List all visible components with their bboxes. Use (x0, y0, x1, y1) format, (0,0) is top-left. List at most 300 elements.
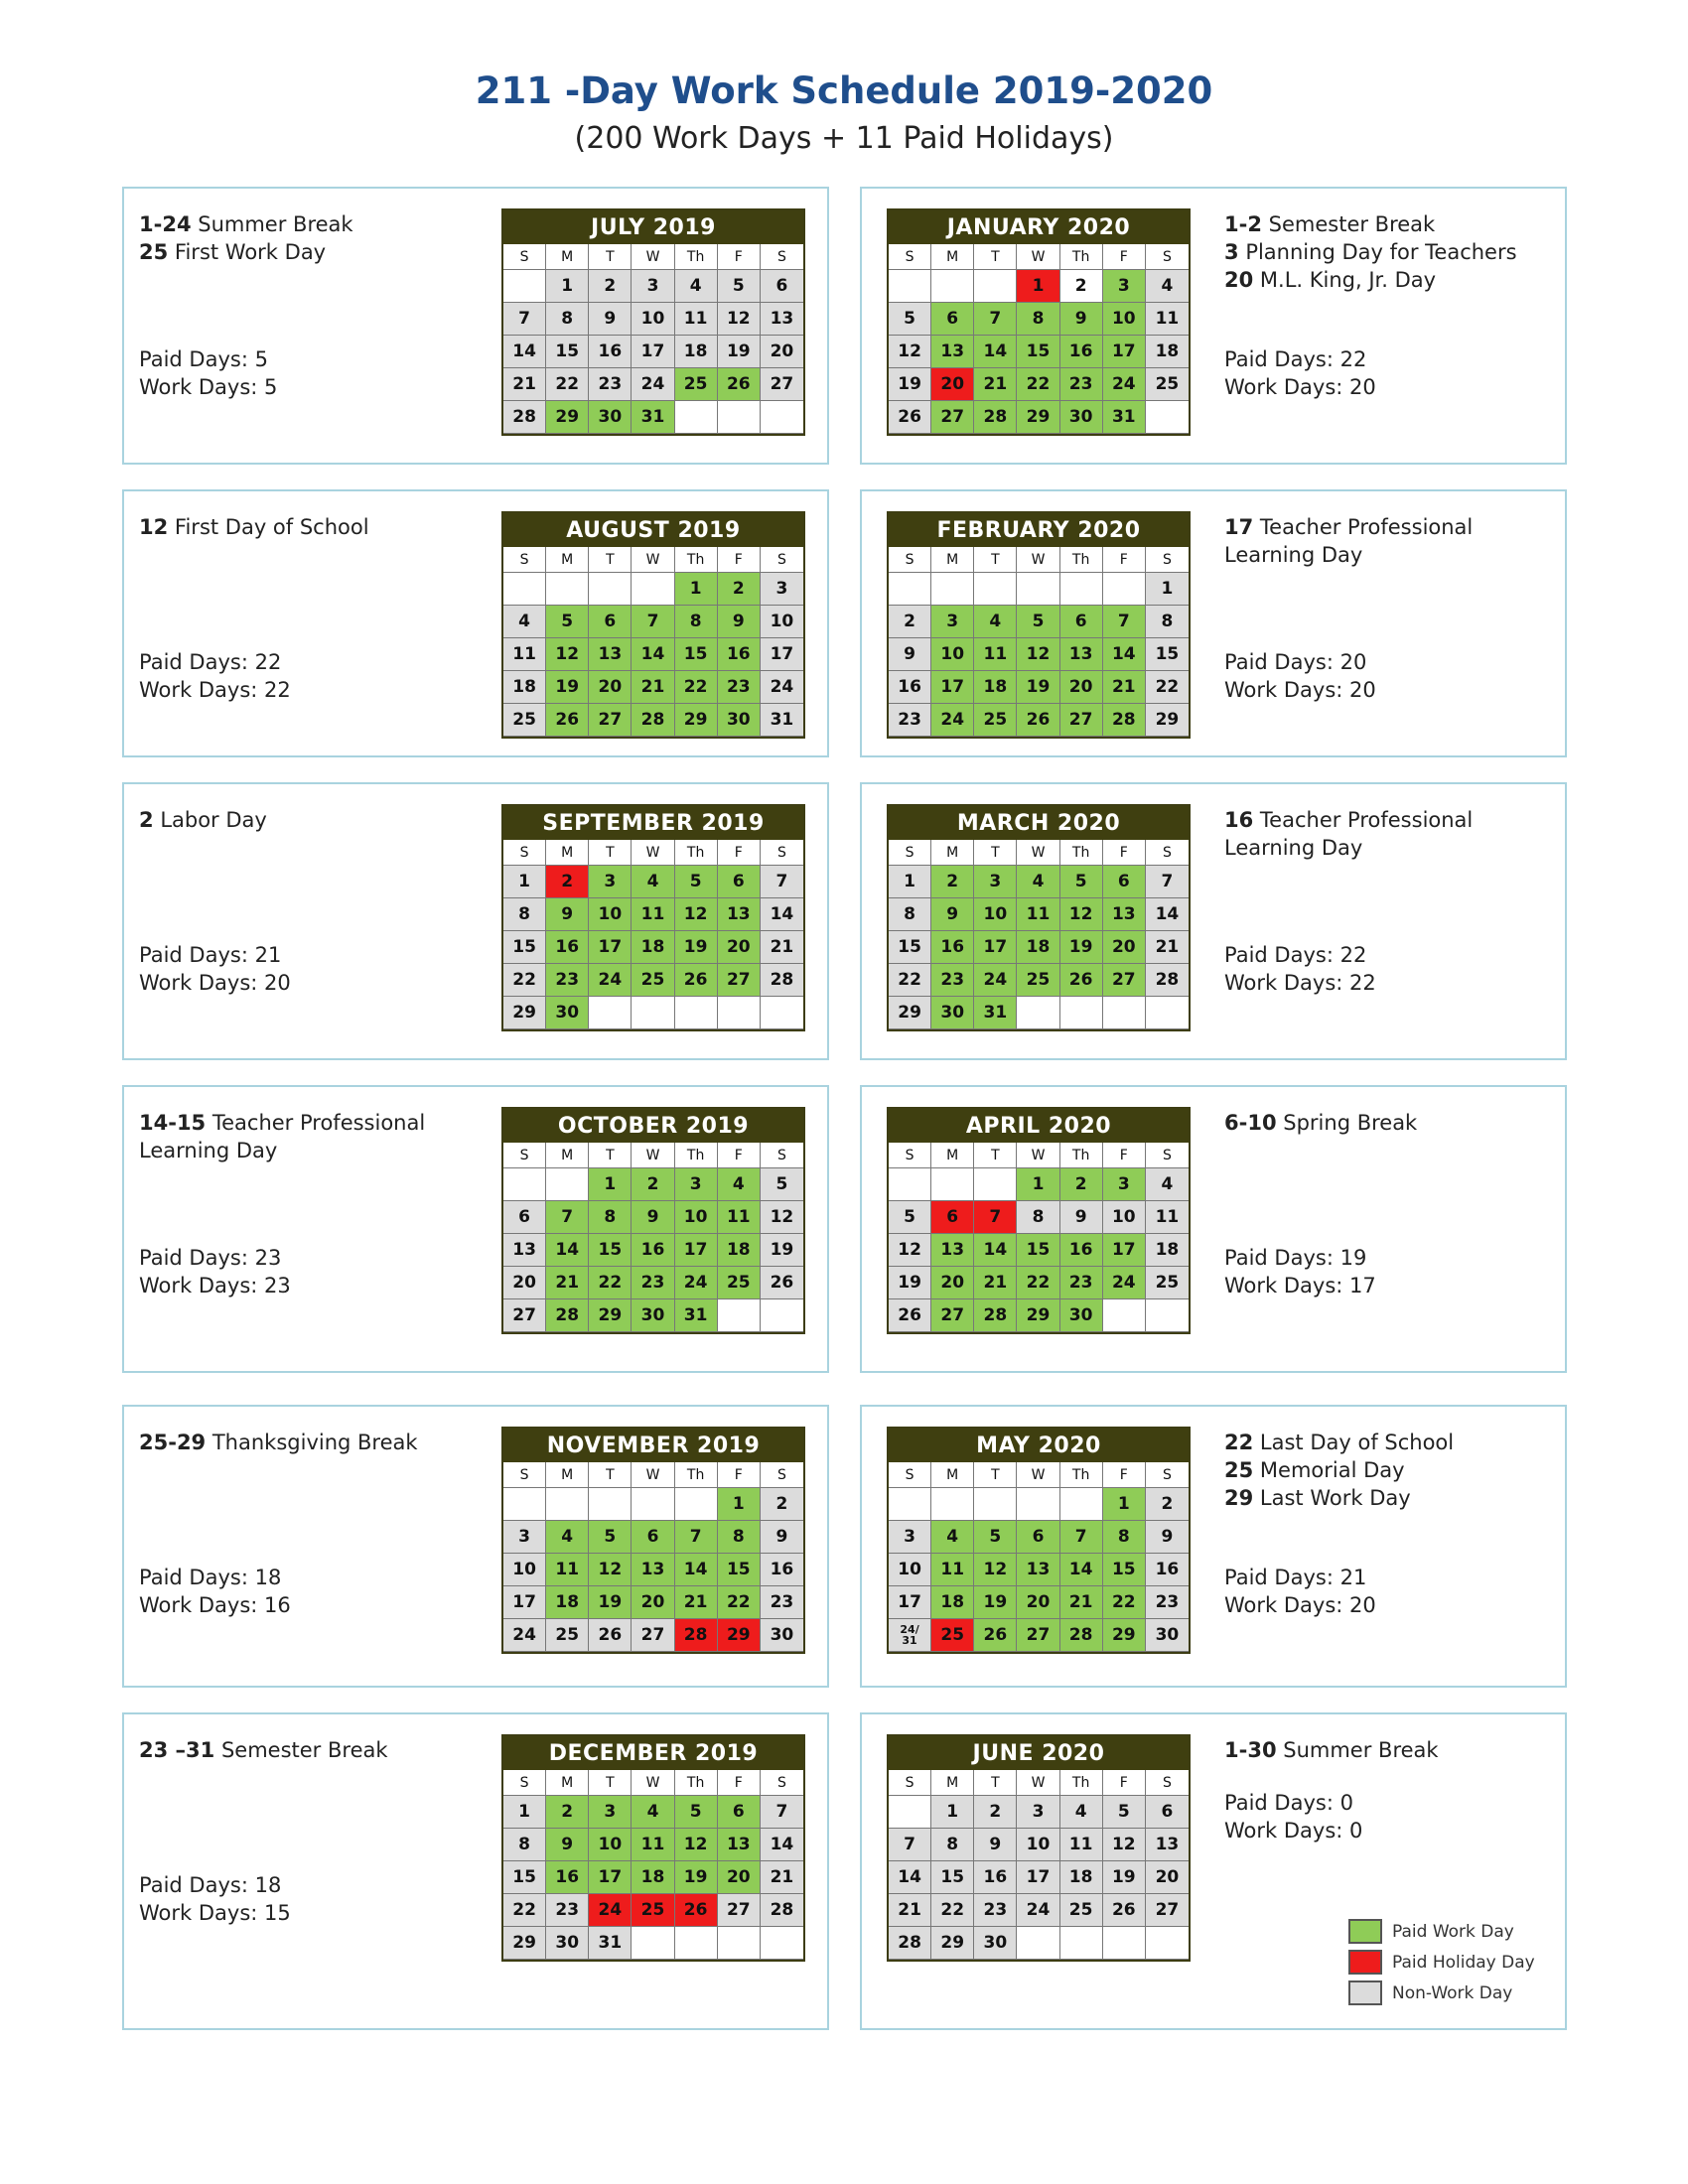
day-cell: 4 (931, 1521, 974, 1554)
empty-cell (632, 1927, 674, 1960)
day-cell: 13 (1103, 898, 1146, 931)
note-date: 16 (1224, 808, 1254, 832)
weekday-header: M (546, 547, 589, 573)
month-calendar (887, 208, 1191, 436)
weekday-header: T (589, 244, 632, 270)
day-cell: 2 (1060, 1168, 1103, 1201)
day-cell: 24/ 31 (889, 1619, 931, 1652)
day-cell: 4 (1146, 1168, 1189, 1201)
day-counts (139, 1244, 291, 1299)
day-cell: 12 (889, 1234, 931, 1267)
empty-cell (889, 573, 931, 606)
day-cell: 14 (1060, 1554, 1103, 1586)
month-panel (860, 782, 1567, 1060)
weekday-header: T (974, 1462, 1017, 1488)
day-cell: 5 (761, 1168, 803, 1201)
empty-cell (632, 1488, 674, 1521)
day-cell: 16 (589, 336, 632, 368)
weekday-header: S (761, 1143, 803, 1168)
month-panel (122, 489, 829, 757)
day-cell: 28 (761, 964, 803, 997)
note-line (1224, 1429, 1552, 1456)
weekday-header: S (1146, 1770, 1189, 1796)
day-cell: 18 (1060, 1861, 1103, 1894)
day-cell: 30 (761, 1619, 803, 1652)
day-cell: 22 (546, 368, 589, 401)
month-notes (139, 806, 467, 834)
day-counts (1224, 1244, 1376, 1299)
day-cell: 7 (974, 1201, 1017, 1234)
day-cell: 29 (546, 401, 589, 434)
legend (1348, 1916, 1535, 2008)
day-cell: 6 (589, 606, 632, 638)
day-cell: 22 (675, 671, 718, 704)
weekday-header: S (889, 1462, 931, 1488)
note-line (1224, 266, 1552, 294)
day-cell: 11 (1060, 1829, 1103, 1861)
month-calendar (887, 804, 1191, 1031)
empty-cell (1017, 997, 1059, 1029)
day-cell: 9 (974, 1829, 1017, 1861)
day-cell: 22 (718, 1586, 761, 1619)
empty-cell (974, 270, 1017, 303)
month-calendar (887, 1734, 1191, 1962)
day-cell: 10 (503, 1554, 546, 1586)
weekday-header: Th (675, 1462, 718, 1488)
empty-cell (761, 1299, 803, 1332)
month-title: SEPTEMBER 2019 (503, 806, 803, 840)
day-cell: 21 (503, 368, 546, 401)
day-cell: 16 (1060, 1234, 1103, 1267)
day-cell: 3 (761, 573, 803, 606)
day-cell: 25 (974, 704, 1017, 737)
day-cell: 6 (1146, 1796, 1189, 1829)
day-counts (1224, 1789, 1362, 1844)
day-cell: 17 (974, 931, 1017, 964)
weekday-header: F (1103, 1770, 1146, 1796)
weekday-header: W (632, 840, 674, 866)
day-cell: 2 (546, 866, 589, 898)
day-cell: 7 (761, 866, 803, 898)
weekday-header: M (931, 1143, 974, 1168)
weekday-header: S (761, 1770, 803, 1796)
weekday-header: W (1017, 1143, 1059, 1168)
empty-cell (1146, 1927, 1189, 1960)
day-cell: 30 (632, 1299, 674, 1332)
day-cell: 11 (974, 638, 1017, 671)
day-cell: 26 (718, 368, 761, 401)
day-cell: 1 (1017, 270, 1059, 303)
day-cell: 25 (1017, 964, 1059, 997)
day-cell: 14 (974, 336, 1017, 368)
day-cell: 24 (589, 964, 632, 997)
day-cell: 11 (503, 638, 546, 671)
weekday-header: M (546, 840, 589, 866)
month-notes (139, 210, 467, 266)
day-cell: 8 (1017, 1201, 1059, 1234)
empty-cell (589, 1488, 632, 1521)
note-text: Last Day of School (1259, 1431, 1455, 1454)
day-cell: 25 (931, 1619, 974, 1652)
note-line (1224, 1456, 1552, 1484)
day-cell: 15 (546, 336, 589, 368)
day-cell: 18 (974, 671, 1017, 704)
weekday-header: Th (1060, 1462, 1103, 1488)
weekday-header: S (889, 244, 931, 270)
day-cell: 20 (761, 336, 803, 368)
day-cell: 19 (1060, 931, 1103, 964)
day-cell: 16 (718, 638, 761, 671)
note-date: 2 (139, 808, 154, 832)
day-cell: 16 (974, 1861, 1017, 1894)
empty-cell (632, 997, 674, 1029)
day-cell: 29 (503, 1927, 546, 1960)
day-cell: 12 (761, 1201, 803, 1234)
day-cell: 21 (675, 1586, 718, 1619)
day-cell: 9 (1060, 303, 1103, 336)
day-cell: 17 (761, 638, 803, 671)
day-cell: 24 (1017, 1894, 1059, 1927)
weekday-header: S (503, 244, 546, 270)
day-cell: 8 (546, 303, 589, 336)
empty-cell (503, 1488, 546, 1521)
day-cell: 21 (1103, 671, 1146, 704)
weekday-header: W (632, 547, 674, 573)
day-cell: 31 (632, 401, 674, 434)
day-cell: 5 (889, 303, 931, 336)
day-cell: 27 (1017, 1619, 1059, 1652)
day-cell: 3 (503, 1521, 546, 1554)
day-cell: 31 (675, 1299, 718, 1332)
note-text: Teacher Professional Learning Day (1224, 808, 1474, 860)
legend-swatch-red (1348, 1950, 1382, 1975)
day-cell: 8 (718, 1521, 761, 1554)
day-cell: 4 (546, 1521, 589, 1554)
note-line (1224, 1109, 1552, 1137)
day-cell: 16 (546, 931, 589, 964)
day-cell: 27 (632, 1619, 674, 1652)
empty-cell (675, 401, 718, 434)
empty-cell (718, 401, 761, 434)
weekday-header: M (931, 840, 974, 866)
note-line (1224, 1484, 1552, 1512)
day-cell: 30 (546, 997, 589, 1029)
day-cell: 24 (675, 1267, 718, 1299)
day-cell: 9 (589, 303, 632, 336)
day-counts (139, 1871, 291, 1927)
note-line (1224, 210, 1552, 238)
note-date: 25 (139, 240, 169, 264)
day-cell: 12 (1060, 898, 1103, 931)
day-cell: 30 (974, 1927, 1017, 1960)
day-cell: 24 (974, 964, 1017, 997)
day-cell: 28 (1146, 964, 1189, 997)
day-cell: 13 (931, 336, 974, 368)
weekday-header: T (589, 1143, 632, 1168)
day-cell: 21 (546, 1267, 589, 1299)
month-panel (860, 1085, 1567, 1373)
note-text: Labor Day (160, 808, 267, 832)
note-date: 1-24 (139, 212, 192, 236)
day-cell: 22 (931, 1894, 974, 1927)
weekday-header: Th (675, 244, 718, 270)
day-cell: 7 (1146, 866, 1189, 898)
empty-cell (1060, 997, 1103, 1029)
day-cell: 29 (718, 1619, 761, 1652)
work-days-count: Work Days: 20 (1224, 375, 1376, 399)
day-cell: 30 (1146, 1619, 1189, 1652)
month-notes (139, 513, 467, 541)
paid-days-count: Paid Days: 5 (139, 347, 268, 371)
day-cell: 20 (931, 1267, 974, 1299)
weekday-header: F (718, 244, 761, 270)
day-cell: 9 (546, 1829, 589, 1861)
day-cell: 19 (675, 931, 718, 964)
month-title: FEBRUARY 2020 (889, 513, 1189, 547)
weekday-header: S (1146, 1143, 1189, 1168)
day-cell: 10 (1017, 1829, 1059, 1861)
day-cell: 30 (1060, 1299, 1103, 1332)
day-cell: 14 (503, 336, 546, 368)
weekday-header: W (1017, 840, 1059, 866)
day-cell: 15 (503, 1861, 546, 1894)
day-cell: 23 (632, 1267, 674, 1299)
day-cell: 20 (1103, 931, 1146, 964)
day-cell: 28 (632, 704, 674, 737)
empty-cell (1017, 1927, 1059, 1960)
paid-days-count: Paid Days: 20 (1224, 650, 1367, 674)
note-line (139, 513, 467, 541)
empty-cell (761, 401, 803, 434)
day-cell: 8 (589, 1201, 632, 1234)
month-panel (860, 187, 1567, 465)
weekday-header: S (761, 840, 803, 866)
day-cell: 29 (1103, 1619, 1146, 1652)
month-calendar (501, 1107, 805, 1334)
day-cell: 20 (931, 368, 974, 401)
day-counts (139, 1564, 291, 1619)
day-cell: 3 (1017, 1796, 1059, 1829)
note-date: 17 (1224, 515, 1254, 539)
day-cell: 7 (761, 1796, 803, 1829)
day-cell: 19 (761, 1234, 803, 1267)
day-cell: 3 (1103, 270, 1146, 303)
day-cell: 2 (761, 1488, 803, 1521)
empty-cell (1017, 1488, 1059, 1521)
day-cell: 14 (675, 1554, 718, 1586)
note-text: First Day of School (174, 515, 369, 539)
day-cell: 23 (889, 704, 931, 737)
day-cell: 22 (503, 1894, 546, 1927)
legend-swatch-gray (1348, 1980, 1382, 2005)
empty-cell (1103, 997, 1146, 1029)
day-cell: 21 (1146, 931, 1189, 964)
day-cell: 28 (974, 401, 1017, 434)
weekday-header: F (718, 840, 761, 866)
weekday-header: W (632, 244, 674, 270)
month-notes (1224, 513, 1552, 569)
empty-cell (1146, 1299, 1189, 1332)
empty-cell (889, 1796, 931, 1829)
day-cell: 26 (675, 1894, 718, 1927)
day-cell: 23 (931, 964, 974, 997)
paid-days-count: Paid Days: 21 (139, 943, 282, 967)
weekday-header: F (1103, 840, 1146, 866)
day-cell: 1 (889, 866, 931, 898)
empty-cell (718, 1299, 761, 1332)
day-cell: 7 (632, 606, 674, 638)
note-date: 22 (1224, 1431, 1254, 1454)
weekday-header: F (1103, 1143, 1146, 1168)
weekday-header: T (974, 244, 1017, 270)
weekday-header: S (1146, 547, 1189, 573)
weekday-header: S (889, 1770, 931, 1796)
weekday-header: Th (1060, 244, 1103, 270)
month-panel (122, 782, 829, 1060)
day-cell: 19 (1017, 671, 1059, 704)
day-cell: 1 (1017, 1168, 1059, 1201)
day-cell: 14 (546, 1234, 589, 1267)
day-cell: 26 (889, 401, 931, 434)
weekday-header: F (1103, 244, 1146, 270)
day-cell: 3 (889, 1521, 931, 1554)
weekday-header: F (718, 1143, 761, 1168)
month-title: DECEMBER 2019 (503, 1736, 803, 1770)
note-line (1224, 238, 1552, 266)
day-counts (1224, 941, 1376, 997)
weekday-header: S (889, 1143, 931, 1168)
weekday-header: S (889, 547, 931, 573)
day-cell: 25 (1060, 1894, 1103, 1927)
day-cell: 9 (718, 606, 761, 638)
weekday-header: W (1017, 244, 1059, 270)
day-cell: 4 (1017, 866, 1059, 898)
month-notes (1224, 1736, 1552, 1764)
day-cell: 27 (718, 964, 761, 997)
work-days-count: Work Days: 15 (139, 1901, 291, 1925)
work-days-count: Work Days: 22 (139, 678, 291, 702)
weekday-header: S (1146, 840, 1189, 866)
day-cell: 28 (503, 401, 546, 434)
day-cell: 9 (546, 898, 589, 931)
day-cell: 17 (589, 1861, 632, 1894)
note-date: 1-2 (1224, 212, 1262, 236)
day-cell: 25 (503, 704, 546, 737)
day-cell: 19 (889, 1267, 931, 1299)
day-cell: 14 (761, 898, 803, 931)
day-cell: 3 (1103, 1168, 1146, 1201)
paid-days-count: Paid Days: 21 (1224, 1566, 1367, 1589)
paid-days-count: Paid Days: 22 (1224, 347, 1367, 371)
day-cell: 6 (931, 1201, 974, 1234)
day-cell: 8 (1017, 303, 1059, 336)
day-cell: 28 (889, 1927, 931, 1960)
day-cell: 31 (761, 704, 803, 737)
day-cell: 26 (1103, 1894, 1146, 1927)
day-cell: 15 (675, 638, 718, 671)
day-cell: 13 (718, 1829, 761, 1861)
empty-cell (589, 997, 632, 1029)
day-cell: 25 (675, 368, 718, 401)
day-cell: 6 (503, 1201, 546, 1234)
day-cell: 20 (589, 671, 632, 704)
day-cell: 27 (1060, 704, 1103, 737)
weekday-header: S (889, 840, 931, 866)
day-cell: 18 (1146, 336, 1189, 368)
day-cell: 2 (1146, 1488, 1189, 1521)
day-cell: 6 (718, 1796, 761, 1829)
day-cell: 16 (546, 1861, 589, 1894)
day-cell: 27 (761, 368, 803, 401)
day-cell: 11 (546, 1554, 589, 1586)
day-cell: 30 (931, 997, 974, 1029)
day-cell: 2 (632, 1168, 674, 1201)
day-cell: 19 (718, 336, 761, 368)
day-cell: 29 (1146, 704, 1189, 737)
empty-cell (889, 270, 931, 303)
day-cell: 6 (931, 303, 974, 336)
empty-cell (675, 1927, 718, 1960)
weekday-header: S (503, 1770, 546, 1796)
day-cell: 12 (589, 1554, 632, 1586)
weekday-header: S (503, 547, 546, 573)
day-cell: 12 (1017, 638, 1059, 671)
work-days-count: Work Days: 16 (139, 1593, 291, 1617)
day-cell: 6 (718, 866, 761, 898)
day-cell: 8 (889, 898, 931, 931)
day-cell: 17 (1017, 1861, 1059, 1894)
day-cell: 7 (974, 303, 1017, 336)
month-calendar (501, 1427, 805, 1654)
day-cell: 6 (1060, 606, 1103, 638)
note-line (139, 1736, 467, 1764)
day-cell: 23 (1060, 1267, 1103, 1299)
day-cell: 9 (931, 898, 974, 931)
empty-cell (1060, 573, 1103, 606)
day-cell: 2 (1060, 270, 1103, 303)
day-cell: 17 (589, 931, 632, 964)
day-cell: 16 (931, 931, 974, 964)
month-title: NOVEMBER 2019 (503, 1429, 803, 1462)
note-line (139, 806, 467, 834)
weekday-header: Th (675, 1770, 718, 1796)
day-cell: 26 (589, 1619, 632, 1652)
day-cell: 19 (589, 1586, 632, 1619)
day-cell: 21 (889, 1894, 931, 1927)
empty-cell (974, 573, 1017, 606)
day-cell: 5 (675, 866, 718, 898)
month-title: JULY 2019 (503, 210, 803, 244)
legend-item-non-work (1348, 1978, 1535, 2008)
weekday-header: S (1146, 244, 1189, 270)
note-text: Semester Break (220, 1738, 388, 1762)
weekday-header: Th (1060, 1143, 1103, 1168)
day-cell: 6 (1103, 866, 1146, 898)
empty-cell (1146, 997, 1189, 1029)
day-cell: 10 (761, 606, 803, 638)
day-cell: 1 (503, 866, 546, 898)
day-cell: 11 (1146, 303, 1189, 336)
month-panel (122, 1085, 829, 1373)
empty-cell (931, 1488, 974, 1521)
work-days-count: Work Days: 17 (1224, 1274, 1376, 1297)
day-cell: 9 (761, 1521, 803, 1554)
month-notes (1224, 806, 1552, 862)
day-cell: 18 (718, 1234, 761, 1267)
note-date: 3 (1224, 240, 1239, 264)
legend-item-paid-holiday (1348, 1947, 1535, 1978)
day-cell: 20 (503, 1267, 546, 1299)
